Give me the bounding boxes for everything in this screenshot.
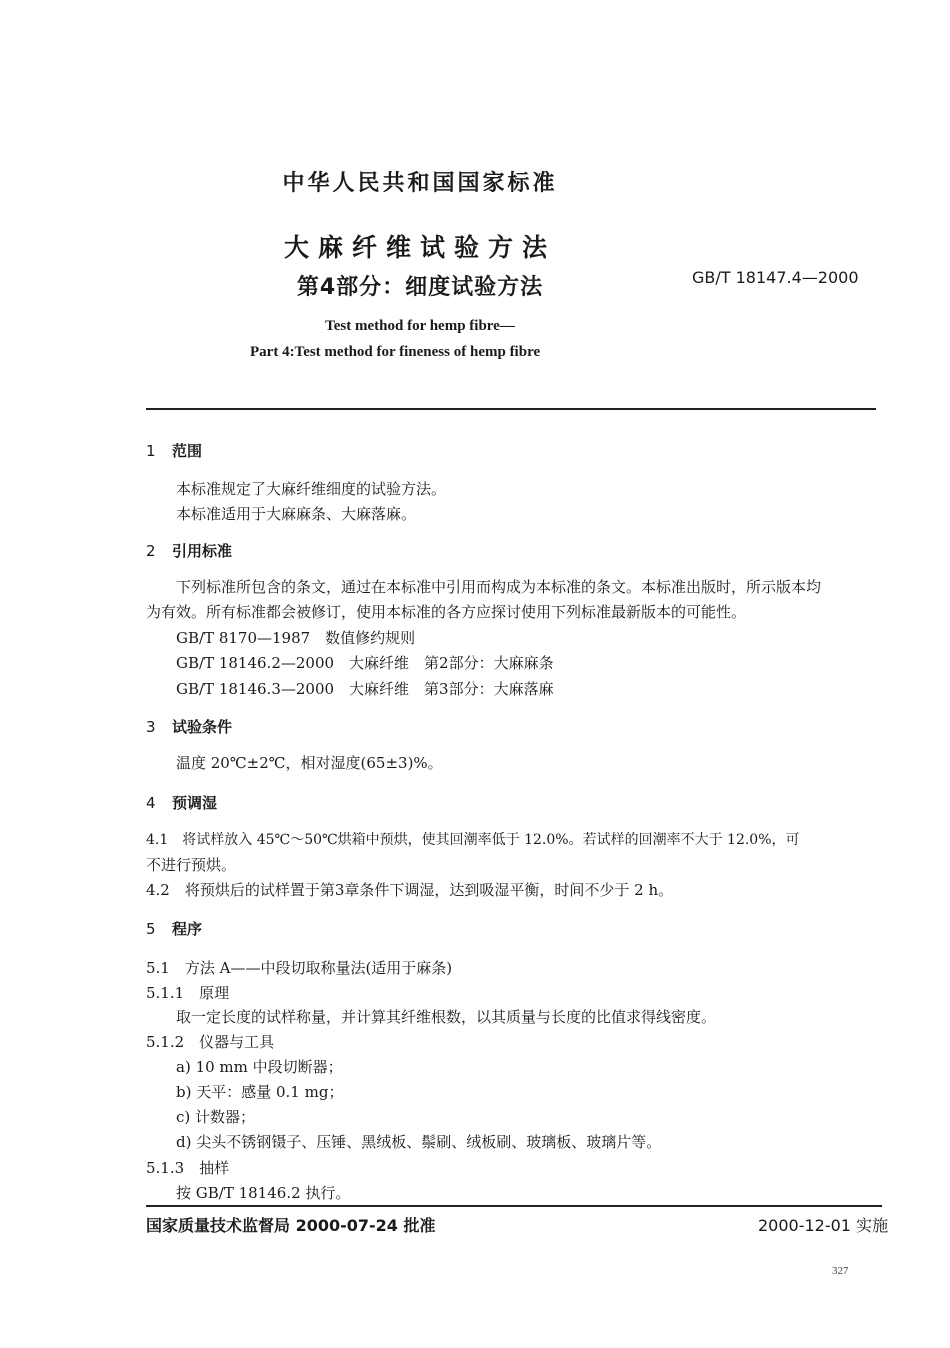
clause-5-1: 5.1 方法 A——中段切取称量法(适用于麻条) — [146, 959, 453, 977]
section-2-heading — [146, 540, 232, 561]
approval-line: 国家质量技术监督局 2000-07-24 批准 — [146, 1216, 436, 1235]
clause-4-2: 4.2 将预烘后的试样置于第3章条件下调湿，达到吸湿平衡，时间不少于 2 h。 — [146, 881, 674, 899]
list-item-a: a) 10 mm 中段切断器； — [176, 1058, 343, 1076]
section-2-para-line1: 下列标准所包含的条文，通过在本标准中引用而构成为本标准的条文。本标准出版时，所示版本均 — [176, 578, 822, 596]
section-title: 预调湿 — [172, 794, 218, 812]
reference-standard-1: GB/T 8170—1987 数值修约规则 — [176, 629, 416, 647]
section-number: 1 — [146, 442, 156, 460]
section-title: 试验条件 — [172, 718, 233, 736]
section-number: 3 — [146, 718, 156, 736]
section-3-heading — [146, 716, 232, 737]
section-1-para-2: 本标准适用于大麻麻条、大麻落麻。 — [176, 505, 417, 523]
title-en-line2: Part 4:Test method for fineness of hemp fibre — [250, 344, 541, 360]
title-en-line1: Test method for hemp fibre— — [325, 318, 515, 334]
section-title: 范围 — [172, 442, 203, 460]
section-number: 2 — [146, 542, 156, 560]
section-title: 程序 — [172, 920, 203, 938]
list-item-d: d) 尖头不锈钢镊子、压锤、黑绒板、鬃刷、绒板刷、玻璃板、玻璃片等。 — [176, 1133, 662, 1151]
section-title: 引用标准 — [172, 542, 233, 560]
title-cn-line1: 大麻纤维试验方法 — [283, 233, 556, 262]
clause-5-1-1: 5.1.1 原理 — [146, 984, 230, 1002]
implementation-date: 2000-12-01 实施 — [758, 1216, 889, 1235]
header-divider — [146, 408, 876, 410]
section-number: 5 — [146, 920, 156, 938]
list-item-b: b) 天平：感量 0.1 mg； — [176, 1083, 344, 1101]
reference-standard-3: GB/T 18146.3—2000 大麻纤维 第3部分：大麻落麻 — [176, 680, 554, 698]
section-5-heading — [146, 918, 202, 939]
section-3-para: 温度 20℃±2℃，相对湿度(65±3)%。 — [176, 754, 443, 772]
section-4-heading — [146, 792, 217, 813]
page-number: 327 — [832, 1265, 849, 1277]
standard-number: GB/T 18147.4—2000 — [692, 268, 859, 287]
section-1-heading — [146, 440, 202, 461]
clause-4-1-line1: 4.1 将试样放入 45℃～50℃烘箱中预烘，使其回潮率低于 12.0%。若试样的回潮率不大于 12.0%，可 — [146, 832, 800, 848]
clause-5-1-1-para: 取一定长度的试样称量，并计算其纤维根数，以其质量与长度的比值求得线密度。 — [176, 1008, 717, 1026]
footer-divider — [146, 1205, 882, 1207]
clause-5-1-2: 5.1.2 仪器与工具 — [146, 1033, 275, 1051]
clause-5-1-3: 5.1.3 抽样 — [146, 1159, 230, 1177]
section-1-para-1: 本标准规定了大麻纤维细度的试验方法。 — [176, 480, 447, 498]
national-standard-heading: 中华人民共和国国家标准 — [282, 171, 558, 196]
list-item-c: c) 计数器； — [176, 1108, 256, 1126]
section-2-para-line2: 为有效。所有标准都会被修订，使用本标准的各方应探讨使用下列标准最新版本的可能性。 — [146, 603, 747, 621]
section-number: 4 — [146, 794, 156, 812]
title-cn-line2: 第4部分：细度试验方法 — [296, 275, 544, 300]
clause-4-1-line2: 不进行预烘。 — [146, 856, 237, 874]
reference-standard-2: GB/T 18146.2—2000 大麻纤维 第2部分：大麻麻条 — [176, 654, 554, 672]
clause-5-1-3-para: 按 GB/T 18146.2 执行。 — [176, 1184, 351, 1202]
